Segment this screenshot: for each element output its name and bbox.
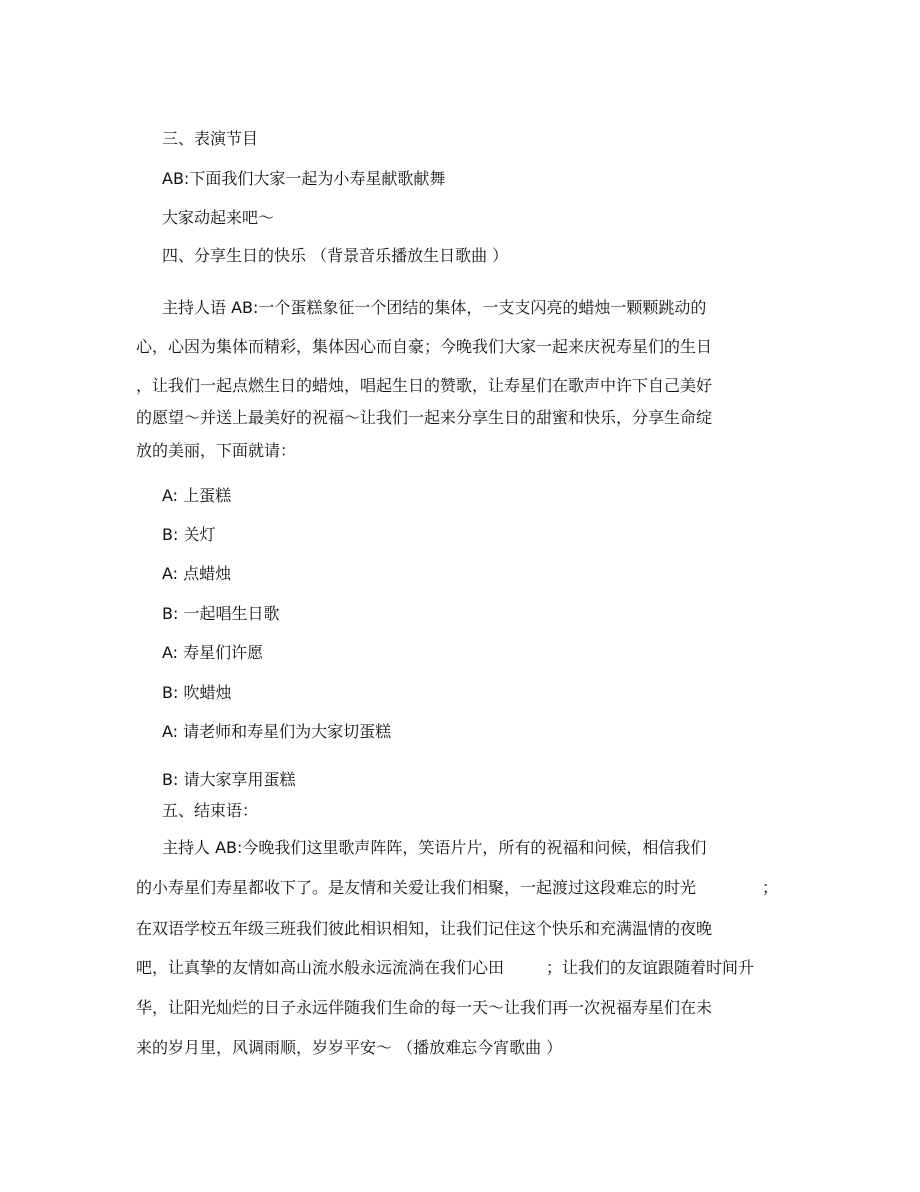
section-5-host-line-2: 的小寿星们寿星都收下了。是友情和关爱让我们相聚，一起渡过这段难忘的时光 xyxy=(136,878,697,897)
section-5-host-line-5: 华，让阳光灿烂的日子永远伴随我们生命的每一天～让我们再一次祝福寿星们在未 xyxy=(136,998,713,1017)
step-item: A: 上蛋糕 xyxy=(162,486,232,505)
section-5-host-line-4a: 吧，让真挚的友情如高山流水般永远流淌在我们心田 xyxy=(136,958,505,977)
section-4-host-line-3: ，让我们一起点燃生日的蜡烛，唱起生日的赞歌，让寿星们在歌声中许下自己美好 xyxy=(136,376,713,395)
section-5-heading: 五、结束语： xyxy=(162,801,259,820)
section-3-line-2: 大家动起来吧～ xyxy=(162,208,275,227)
section-5-host-line-2-end: ； xyxy=(762,878,779,897)
section-3-line-1: AB:下面我们大家一起为小寿星献歌献舞 xyxy=(162,169,446,188)
step-item: A: 请老师和寿星们为大家切蛋糕 xyxy=(162,722,392,741)
step-item: A: 点蜡烛 xyxy=(162,564,232,583)
section-5-host-line-1: 主持人 AB:今晚我们这里歌声阵阵，笑语片片，所有的祝福和问候，相信我们 xyxy=(162,838,707,857)
section-4-host-line-1: 主持人语 AB:一个蛋糕象征一个团结的集体，一支支闪亮的蜡烛一颗颗跳动的 xyxy=(162,298,707,317)
step-item: B: 请大家享用蛋糕 xyxy=(162,770,296,789)
step-item: A: 寿星们许愿 xyxy=(162,643,264,662)
section-3-heading: 三、表演节目 xyxy=(162,129,259,148)
section-5-host-line-6: 来的岁月里，风调雨顺，岁岁平安～ （播放难忘今宵歌曲 ） xyxy=(136,1038,563,1057)
section-5-host-line-3: 在双语学校五年级三班我们彼此相识相知，让我们记住这个快乐和充满温情的夜晚 xyxy=(136,919,713,938)
section-4-host-line-2: 心，心因为集体而精彩，集体因心而自豪；今晚我们大家一起来庆祝寿星们的生日 xyxy=(136,337,713,356)
section-4-heading: 四、分享生日的快乐 （背景音乐播放生日歌曲 ） xyxy=(162,246,509,265)
step-item: B: 吹蜡烛 xyxy=(162,683,232,702)
section-4-host-line-4: 的愿望～并送上最美好的祝福～让我们一起来分享生日的甜蜜和快乐，分享生命绽 xyxy=(136,408,713,427)
step-item: B: 关灯 xyxy=(162,525,216,544)
section-5-host-line-4b: ；让我们的友谊跟随着时间升 xyxy=(546,958,755,977)
section-4-host-line-5: 放的美丽，下面就请： xyxy=(136,441,297,460)
step-item: B: 一起唱生日歌 xyxy=(162,604,280,623)
